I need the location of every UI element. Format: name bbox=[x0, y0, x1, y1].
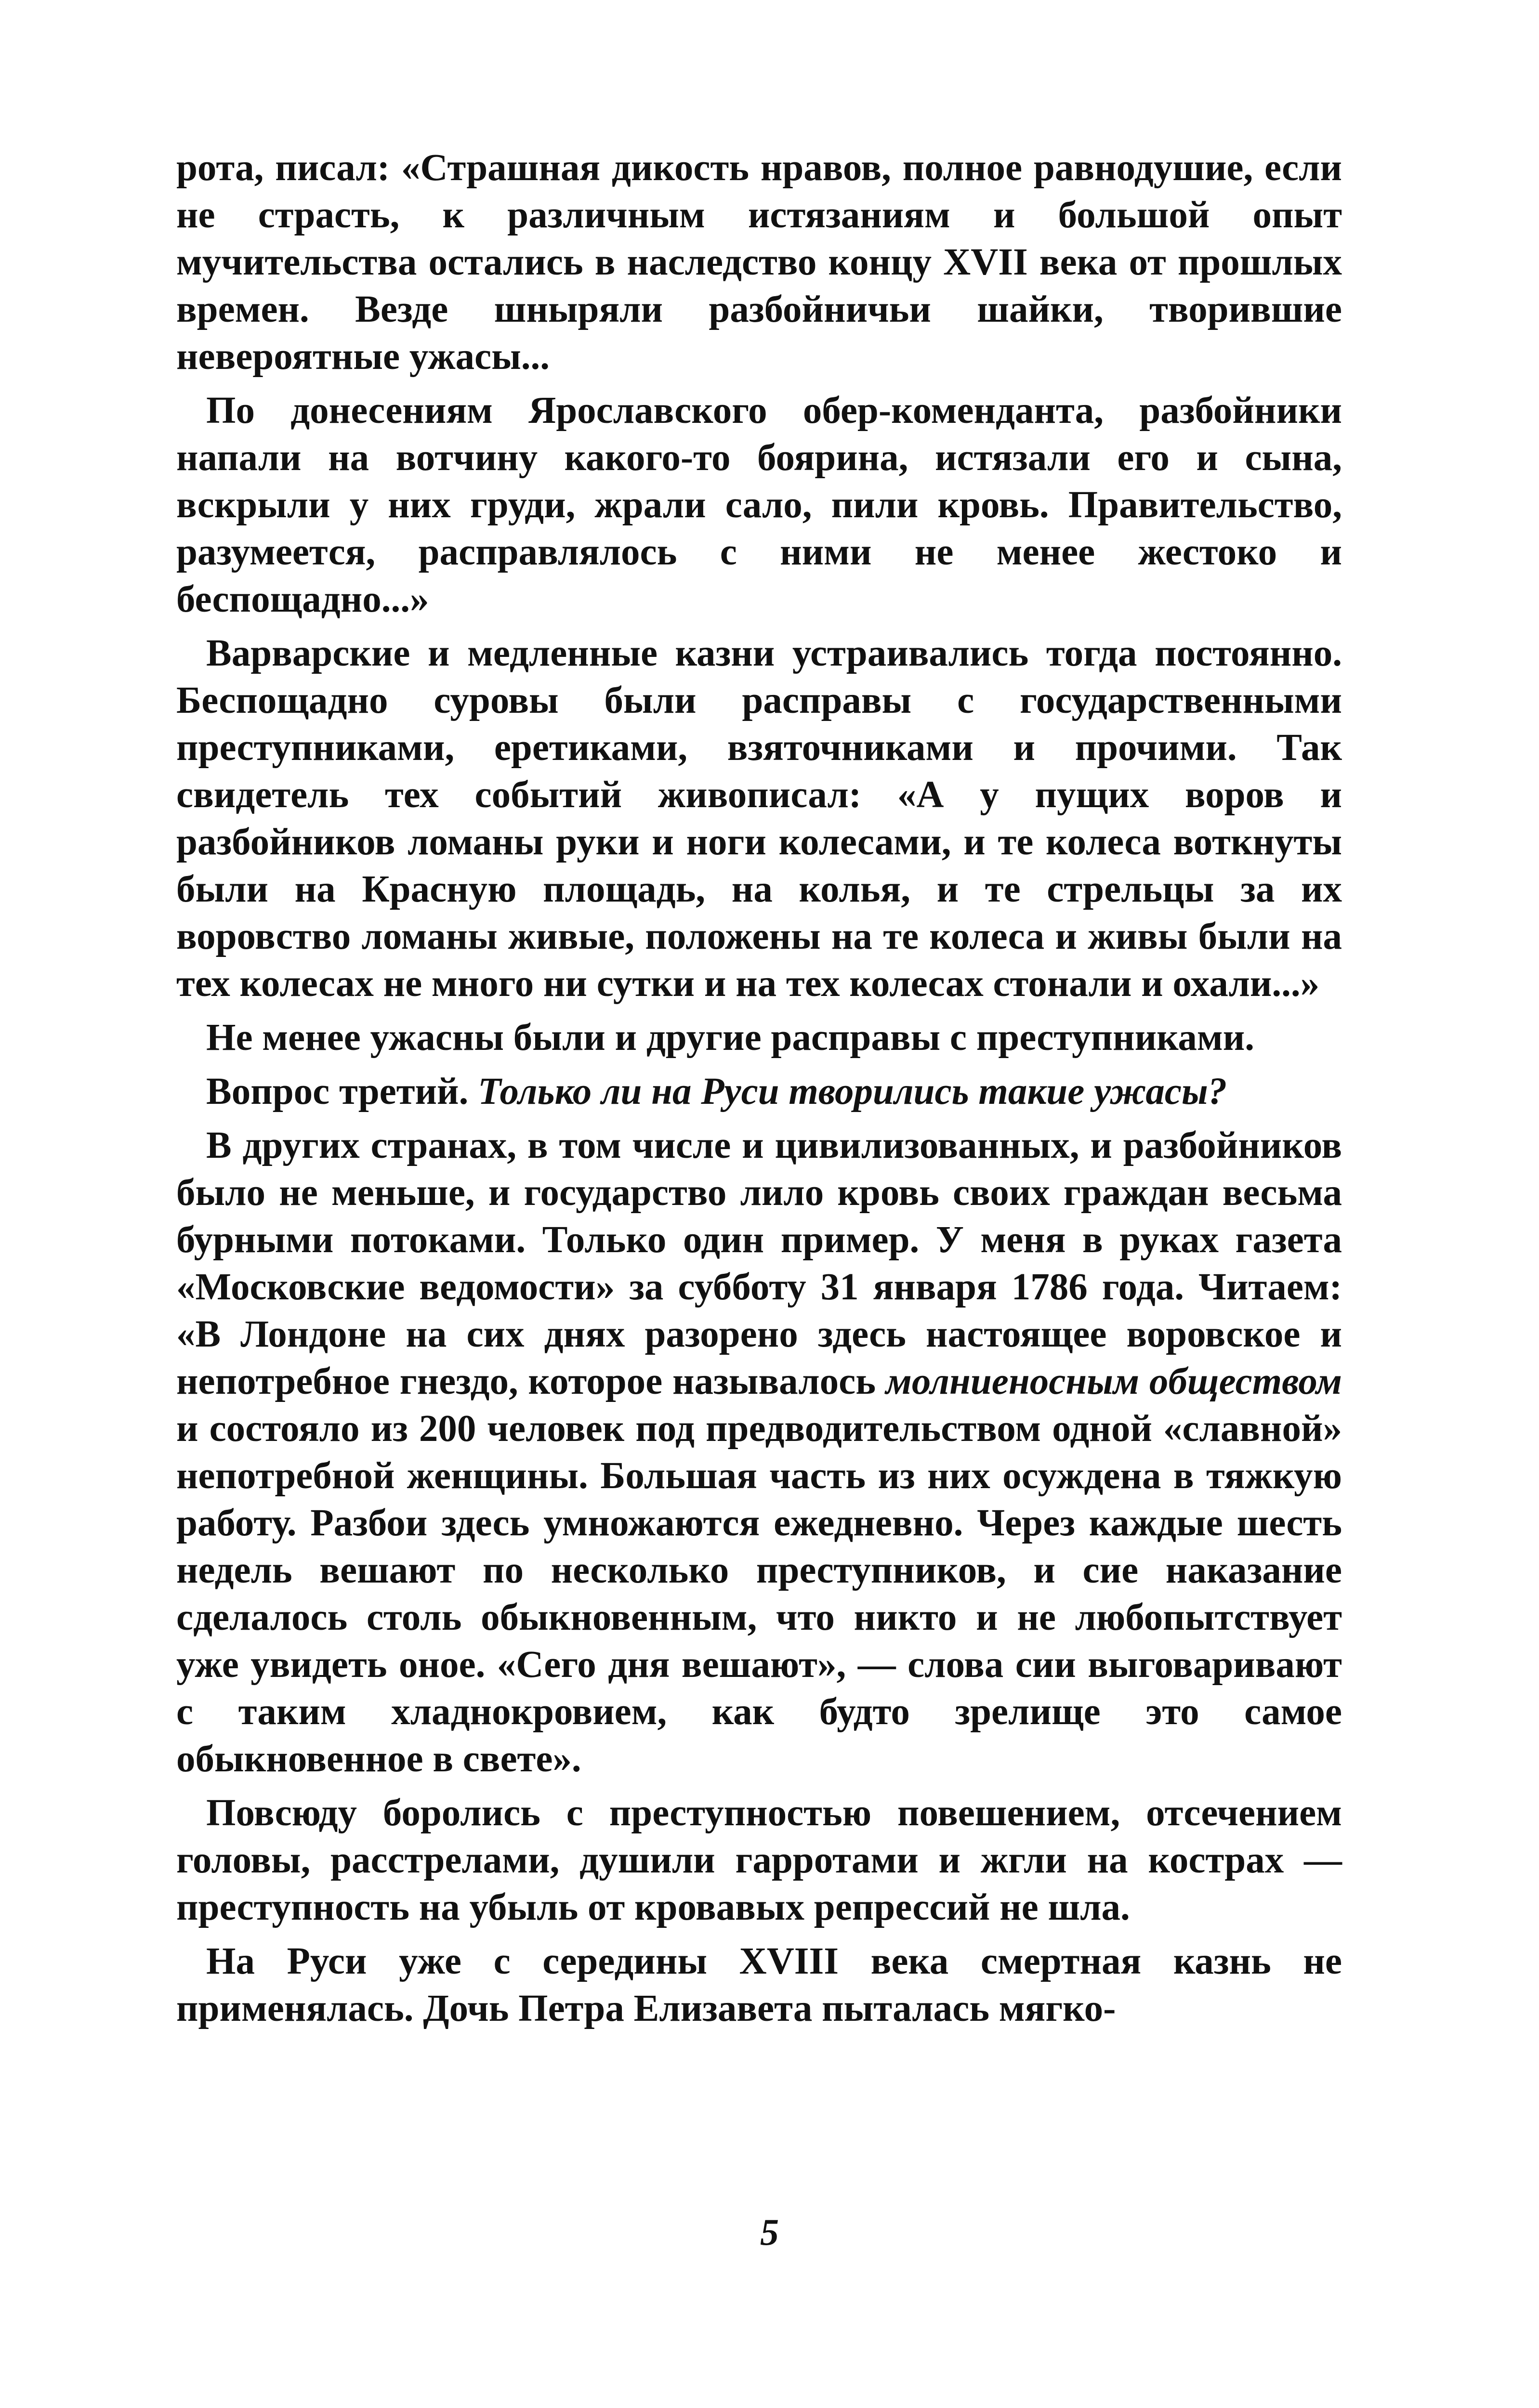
page-number: 5 bbox=[760, 2211, 779, 2253]
paragraph bbox=[176, 1938, 1342, 2032]
text-run: На Руси уже с середины XVIII века смертная казнь не применялась. Дочь Петра Елизавета пыталась мягко- bbox=[176, 1940, 1342, 2029]
paragraph bbox=[176, 1122, 1342, 1783]
text-run: рота, писал: «Страшная дикость нравов, полное равнодушие, если не страсть, к различным истязаниям и большой опыт мучительства остались в наследство концу XVII века от прошлых времен. Везде шныряли разбойничьи шайки, творившие невероятные ужасы... bbox=[176, 147, 1342, 378]
italic-text: Только ли на Руси творились такие ужасы? bbox=[478, 1071, 1227, 1112]
paragraph bbox=[176, 1014, 1342, 1061]
text-run: Повсюду боролись с преступностью повешением, отсечением головы, расстрелами, душили гарротами и жгли на кострах — преступность на убыль от кровавых репрессий не шла. bbox=[176, 1792, 1342, 1928]
text-run: и состояло из 200 человек под предводительством одной «славной» непотребной женщины. Большая часть из них осуждена в тяжкую работу. Разбои здесь умножаются ежедневно. Через каждые шесть недель вешают по несколько преступников, и сие наказание сделалось столь обыкновенным, что никто и не любопытствует уже увидеть оное. «Сего дня вешают», — слова сии выговаривают с таким хладнокровием, как будто зрелище это самое обыкновенное в свете». bbox=[176, 1408, 1342, 1780]
paragraph bbox=[176, 387, 1342, 623]
paragraph bbox=[176, 630, 1342, 1008]
text-run: Не менее ужасны были и другие расправы с преступниками. bbox=[206, 1017, 1255, 1059]
paragraph bbox=[176, 144, 1342, 380]
text-run: По донесениям Ярославского обер-коменданта, разбойники напали на вотчину какого-то боярина, истязали его и сына, вскрыли у них груди, жрали сало, пили кровь. Правительство, разумеется, расправлялось с ними не менее жестоко и беспощадно...» bbox=[176, 390, 1342, 620]
text-run: Варварские и медленные казни устраивались тогда постоянно. Беспощадно суровы были расправы с государственными преступниками, еретиками, взяточниками и прочими. Так свидетель тех событий живописал: «А у пущих воров и разбойников ломаны руки и ноги колесами, и те колеса воткнуты были на Красную площадь, на колья, и те стрельцы за их воровство ломаны живые, положены на те колеса и живы были на тех колесах не много ни сутки и на тех колесах стонали и охали...» bbox=[176, 632, 1342, 1005]
paragraph bbox=[176, 1068, 1342, 1115]
paragraph bbox=[176, 1790, 1342, 1931]
text-run: Вопрос третий. bbox=[206, 1071, 478, 1112]
italic-text: молниеносным обществом bbox=[885, 1361, 1342, 1402]
body-text bbox=[176, 144, 1342, 2032]
text-run: В других странах, в том числе и цивилизованных, и разбойников было не меньше, и государство лило кровь своих граждан весьма бурными потоками. Только один пример. У меня в руках газета «Московские ведомости» за субботу 31 января 1786 года. Читаем: «В Лондоне на сих днях разорено здесь настоящее воровское и непотребное гнездо, которое называлось bbox=[176, 1125, 1342, 1402]
